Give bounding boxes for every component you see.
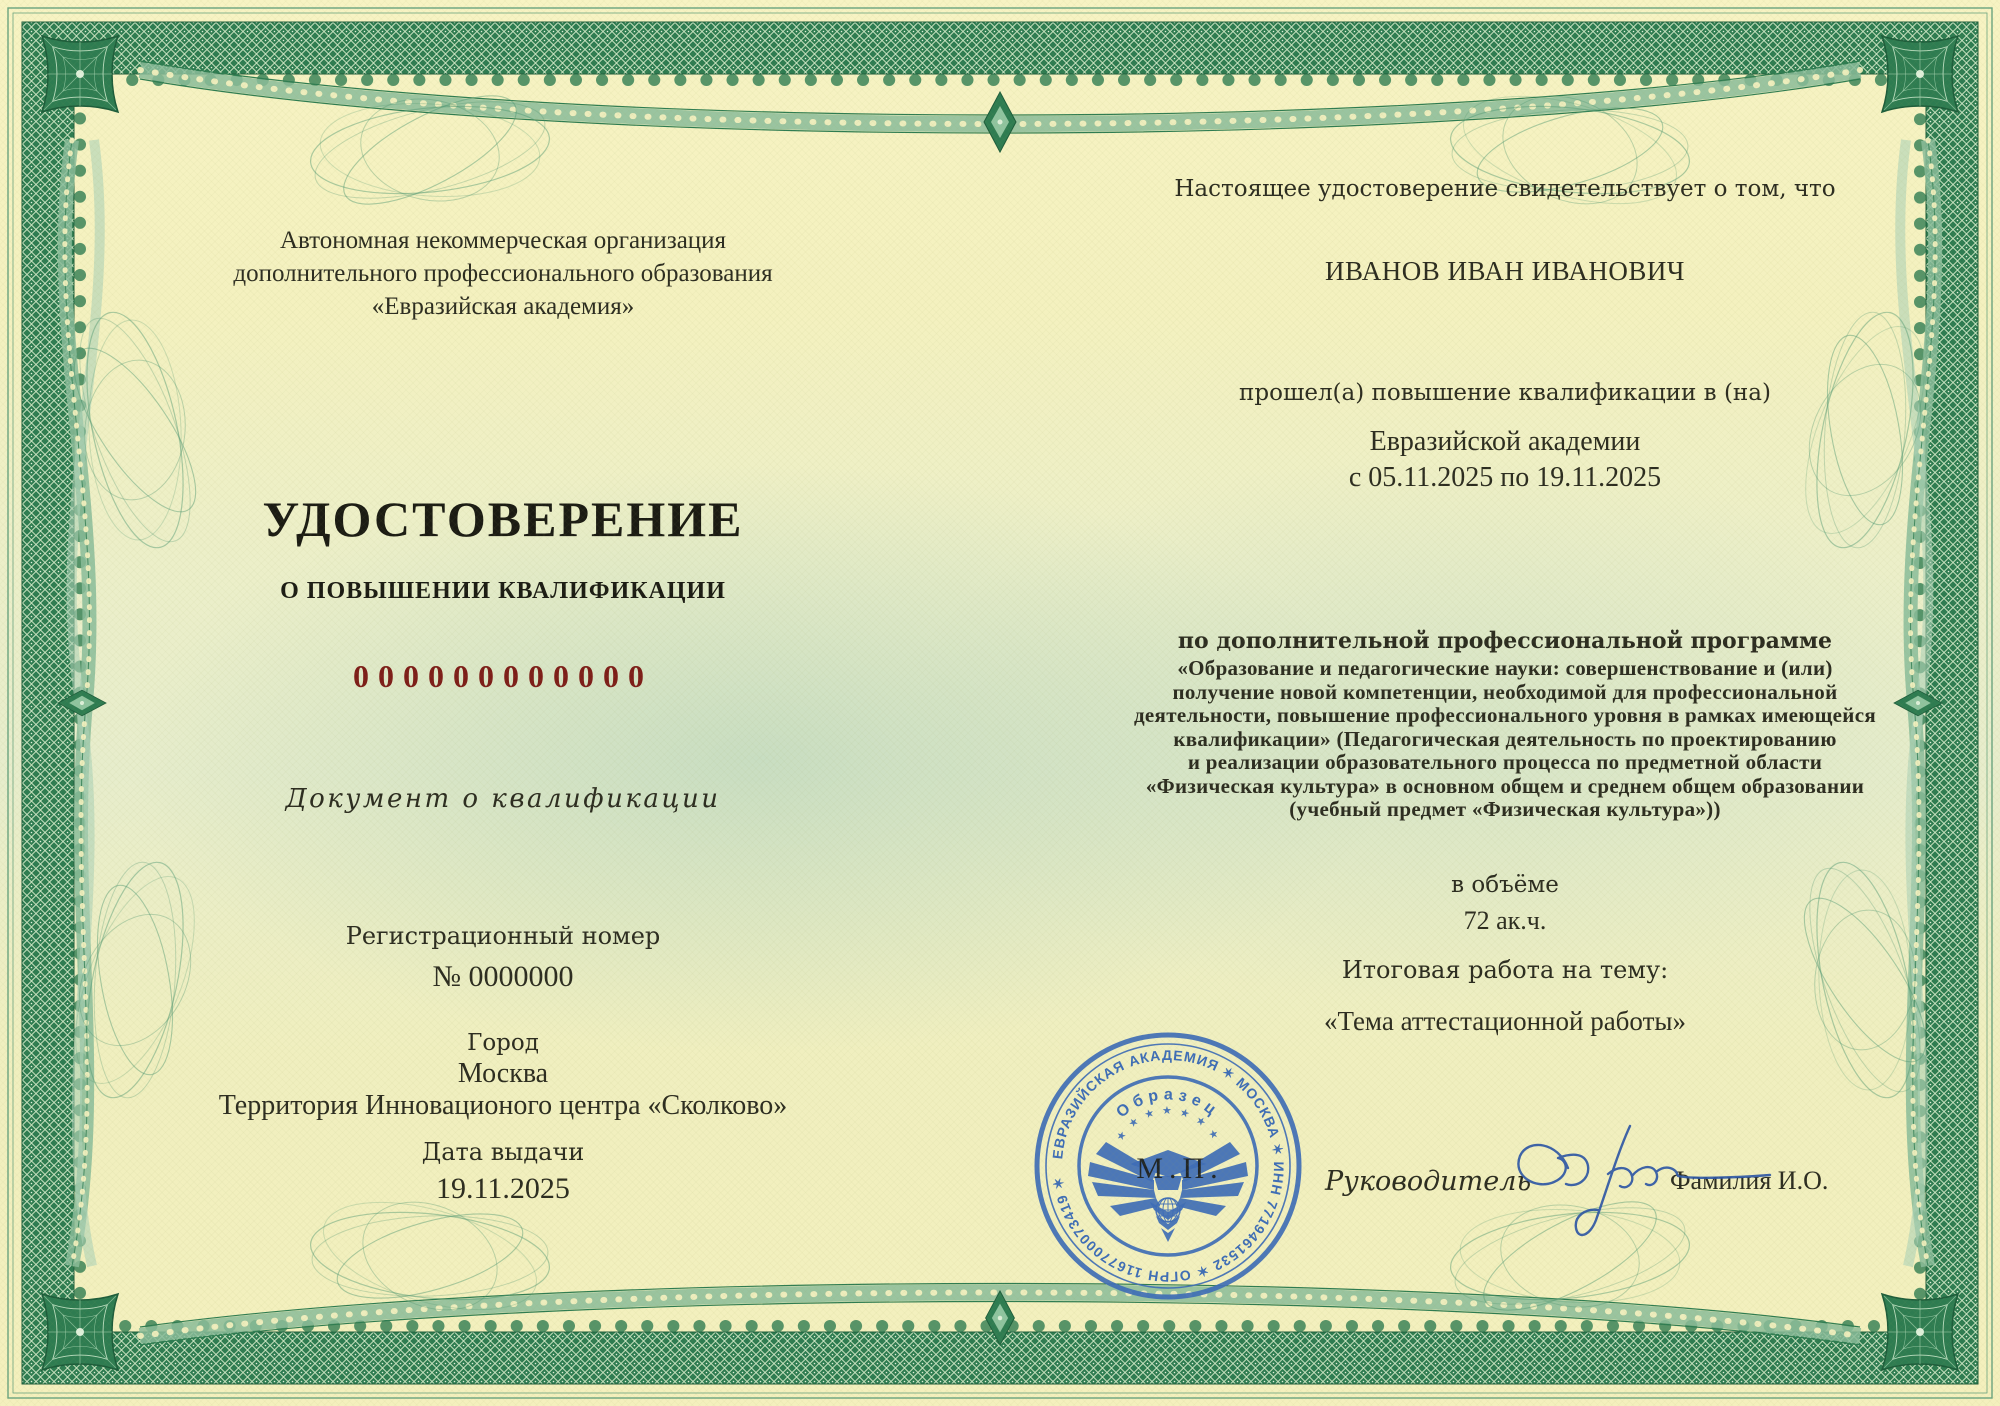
signer-name: Фамилия И.О. [1670,1166,1829,1195]
stamp-place-mark: М.П. [1136,1152,1224,1185]
territory-value: Территория Инновационого центра «Сколково» [218,1090,788,1121]
program-line: деятельности, повышение профессионального уровня в рамках имеющейся [1134,703,1876,727]
stamp-sample-text: Образец [1113,1086,1223,1122]
certificate-subtitle: О ПОВЫШЕНИИ КВАЛИФИКАЦИИ [280,578,726,604]
program-line: квалификации» (Педагогическая деятельность по проектированию [1173,726,1837,751]
issue-date-label: Дата выдачи [421,1138,585,1166]
organization-line: «Евразийская академия» [371,293,635,320]
training-period: с 05.11.2025 по 19.11.2025 [1348,462,1662,493]
program-line: и реализации образовательного процесса по предметной области [1187,750,1823,774]
program-line: (учебный предмет «Физическая культура»)) [1289,797,1721,821]
final-work-label: Итоговая работа на тему: [1341,956,1669,984]
stamp-stars-icon: ★ ★ ★ ★ ★ ★ ★ [1114,1105,1222,1144]
academy-seal-stamp [1028,1026,1308,1306]
blank-number: 000000000000 [353,658,653,694]
volume-label: в объёме [1451,872,1559,898]
handwritten-signature [1480,1108,1800,1248]
organization-line: Автономная некоммерческая организация [279,227,727,254]
city-value: Москва [457,1058,549,1089]
registration-number: № 0000000 [432,960,574,993]
program-line: «Образование и педагогические науки: совершенствование и (или) [1177,656,1833,680]
organization-name [153,224,853,323]
document-kind: Документ о квалификации [285,784,721,814]
holder-name: ИВАНОВ ИВАН ИВАНОВИЧ [1325,256,1685,286]
registration-number-label: Регистрационный номер [345,922,661,950]
issue-date: 19.11.2025 [436,1172,570,1205]
final-work-title: «Тема аттестационной работы» [1323,1006,1687,1036]
certificate-title: УДОСТОВЕРЕНИЕ [262,491,744,547]
stamp-ring-text: ЕВРАЗИЙСКАЯ АКАДЕМИЯ ✶ МОСКВА ✶ ИНН 7719461532 ✶ ОГРН 1167700073419 ✶ [1049,1046,1288,1286]
volume-value: 72 ак.ч. [1463,906,1547,935]
program-name [1100,657,1910,822]
stamp-globe-icon [1156,1198,1180,1222]
organization-line: дополнительного профессионального образования [233,260,773,287]
completed-text: прошел(а) повышение квалификации в (на) [1239,380,1771,406]
program-line: получение новой компетенции, необходимой для профессиональной [1172,679,1838,704]
program-intro: по дополнительной профессиональной программе [1177,628,1833,654]
signer-role: Руководитель [1325,1166,1532,1197]
city-label: Город [467,1030,539,1056]
statement-text: Настоящее удостоверение свидетельствует о том, что [1174,176,1836,202]
academy-name: Евразийской академии [1369,426,1641,457]
program-line: «Физическая культура» в основном общем и среднем общем образовании [1145,773,1865,798]
